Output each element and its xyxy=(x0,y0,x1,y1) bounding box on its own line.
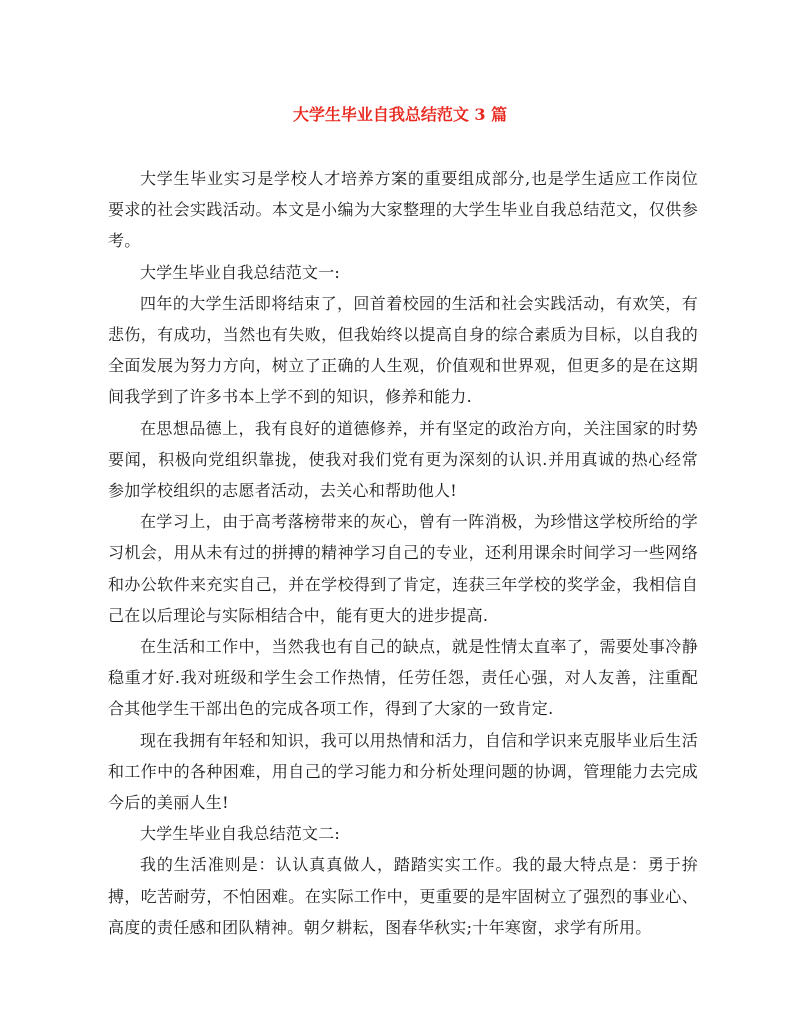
body-paragraph: 在学习上，由于高考落榜带来的灰心，曾有一阵消极，为珍惜这学校所给的学习机会，用从未有过的拼搏的精神学习自己的专业，还利用课余时间学习一些网络和办公软件来充实自己，并在学校得到了肯定，连获三年学校的奖学金，我相信自己在以后理论与实际相结合中，能有更大的进步提高. xyxy=(108,512,698,625)
body-paragraph: 在思想品德上，我有良好的道德修养，并有坚定的政治方向，关注国家的时势要闻，积极向党组织靠拢，使我对我们党有更为深刻的认识.并用真诚的热心经常参加学校组织的志愿者活动，去关心和帮助他人! xyxy=(108,418,698,501)
body-paragraph: 现在我拥有年轻和知识，我可以用热情和活力，自信和学识来克服毕业后生活和工作中的各种困难，用自己的学习能力和分析处理问题的协调，管理能力去完成今后的美丽人生! xyxy=(108,730,698,813)
document-title: 大学生毕业自我总结范文 3 篇 xyxy=(292,105,508,124)
body-paragraph: 四年的大学生活即将结束了，回首着校园的生活和社会实践活动，有欢笑，有悲伤，有成功，当然也有失败，但我始终以提高自身的综合素质为目标，以自我的全面发展为努力方向，树立了正确的人生观，价值观和世界观，但更多的是在这期间我学到了许多书本上学不到的知识，修养和能力. xyxy=(108,293,698,407)
section-heading-two: 大学生毕业自我总结范文二: xyxy=(140,824,340,844)
body-paragraph: 在生活和工作中，当然我也有自己的缺点，就是性情太直率了，需要处事冷静稳重才好.我对班级和学生会工作热情，任劳任怨，责任心强，对人友善，注重配合其他学生干部出色的完成各项工作，得到了大家的一致肯定. xyxy=(108,637,698,719)
body-paragraph: 我的生活准则是：认认真真做人，踏踏实实工作。我的最大特点是：勇于拚搏，吃苦耐劳，不怕困难。在实际工作中，更重要的是牢固树立了强烈的事业心、高度的责任感和团队精神。朝夕耕耘，图春华秋实;十年寒窗，求学有所用。 xyxy=(108,855,698,937)
document-body xyxy=(108,163,698,943)
intro-paragraph: 大学生毕业实习是学校人才培养方案的重要组成部分,也是学生适应工作岗位要求的社会实践活动。本文是小编为大家整理的大学生毕业自我总结范文，仅供参考。 xyxy=(108,169,698,251)
section-heading-one: 大学生毕业自我总结范文一: xyxy=(140,262,340,282)
